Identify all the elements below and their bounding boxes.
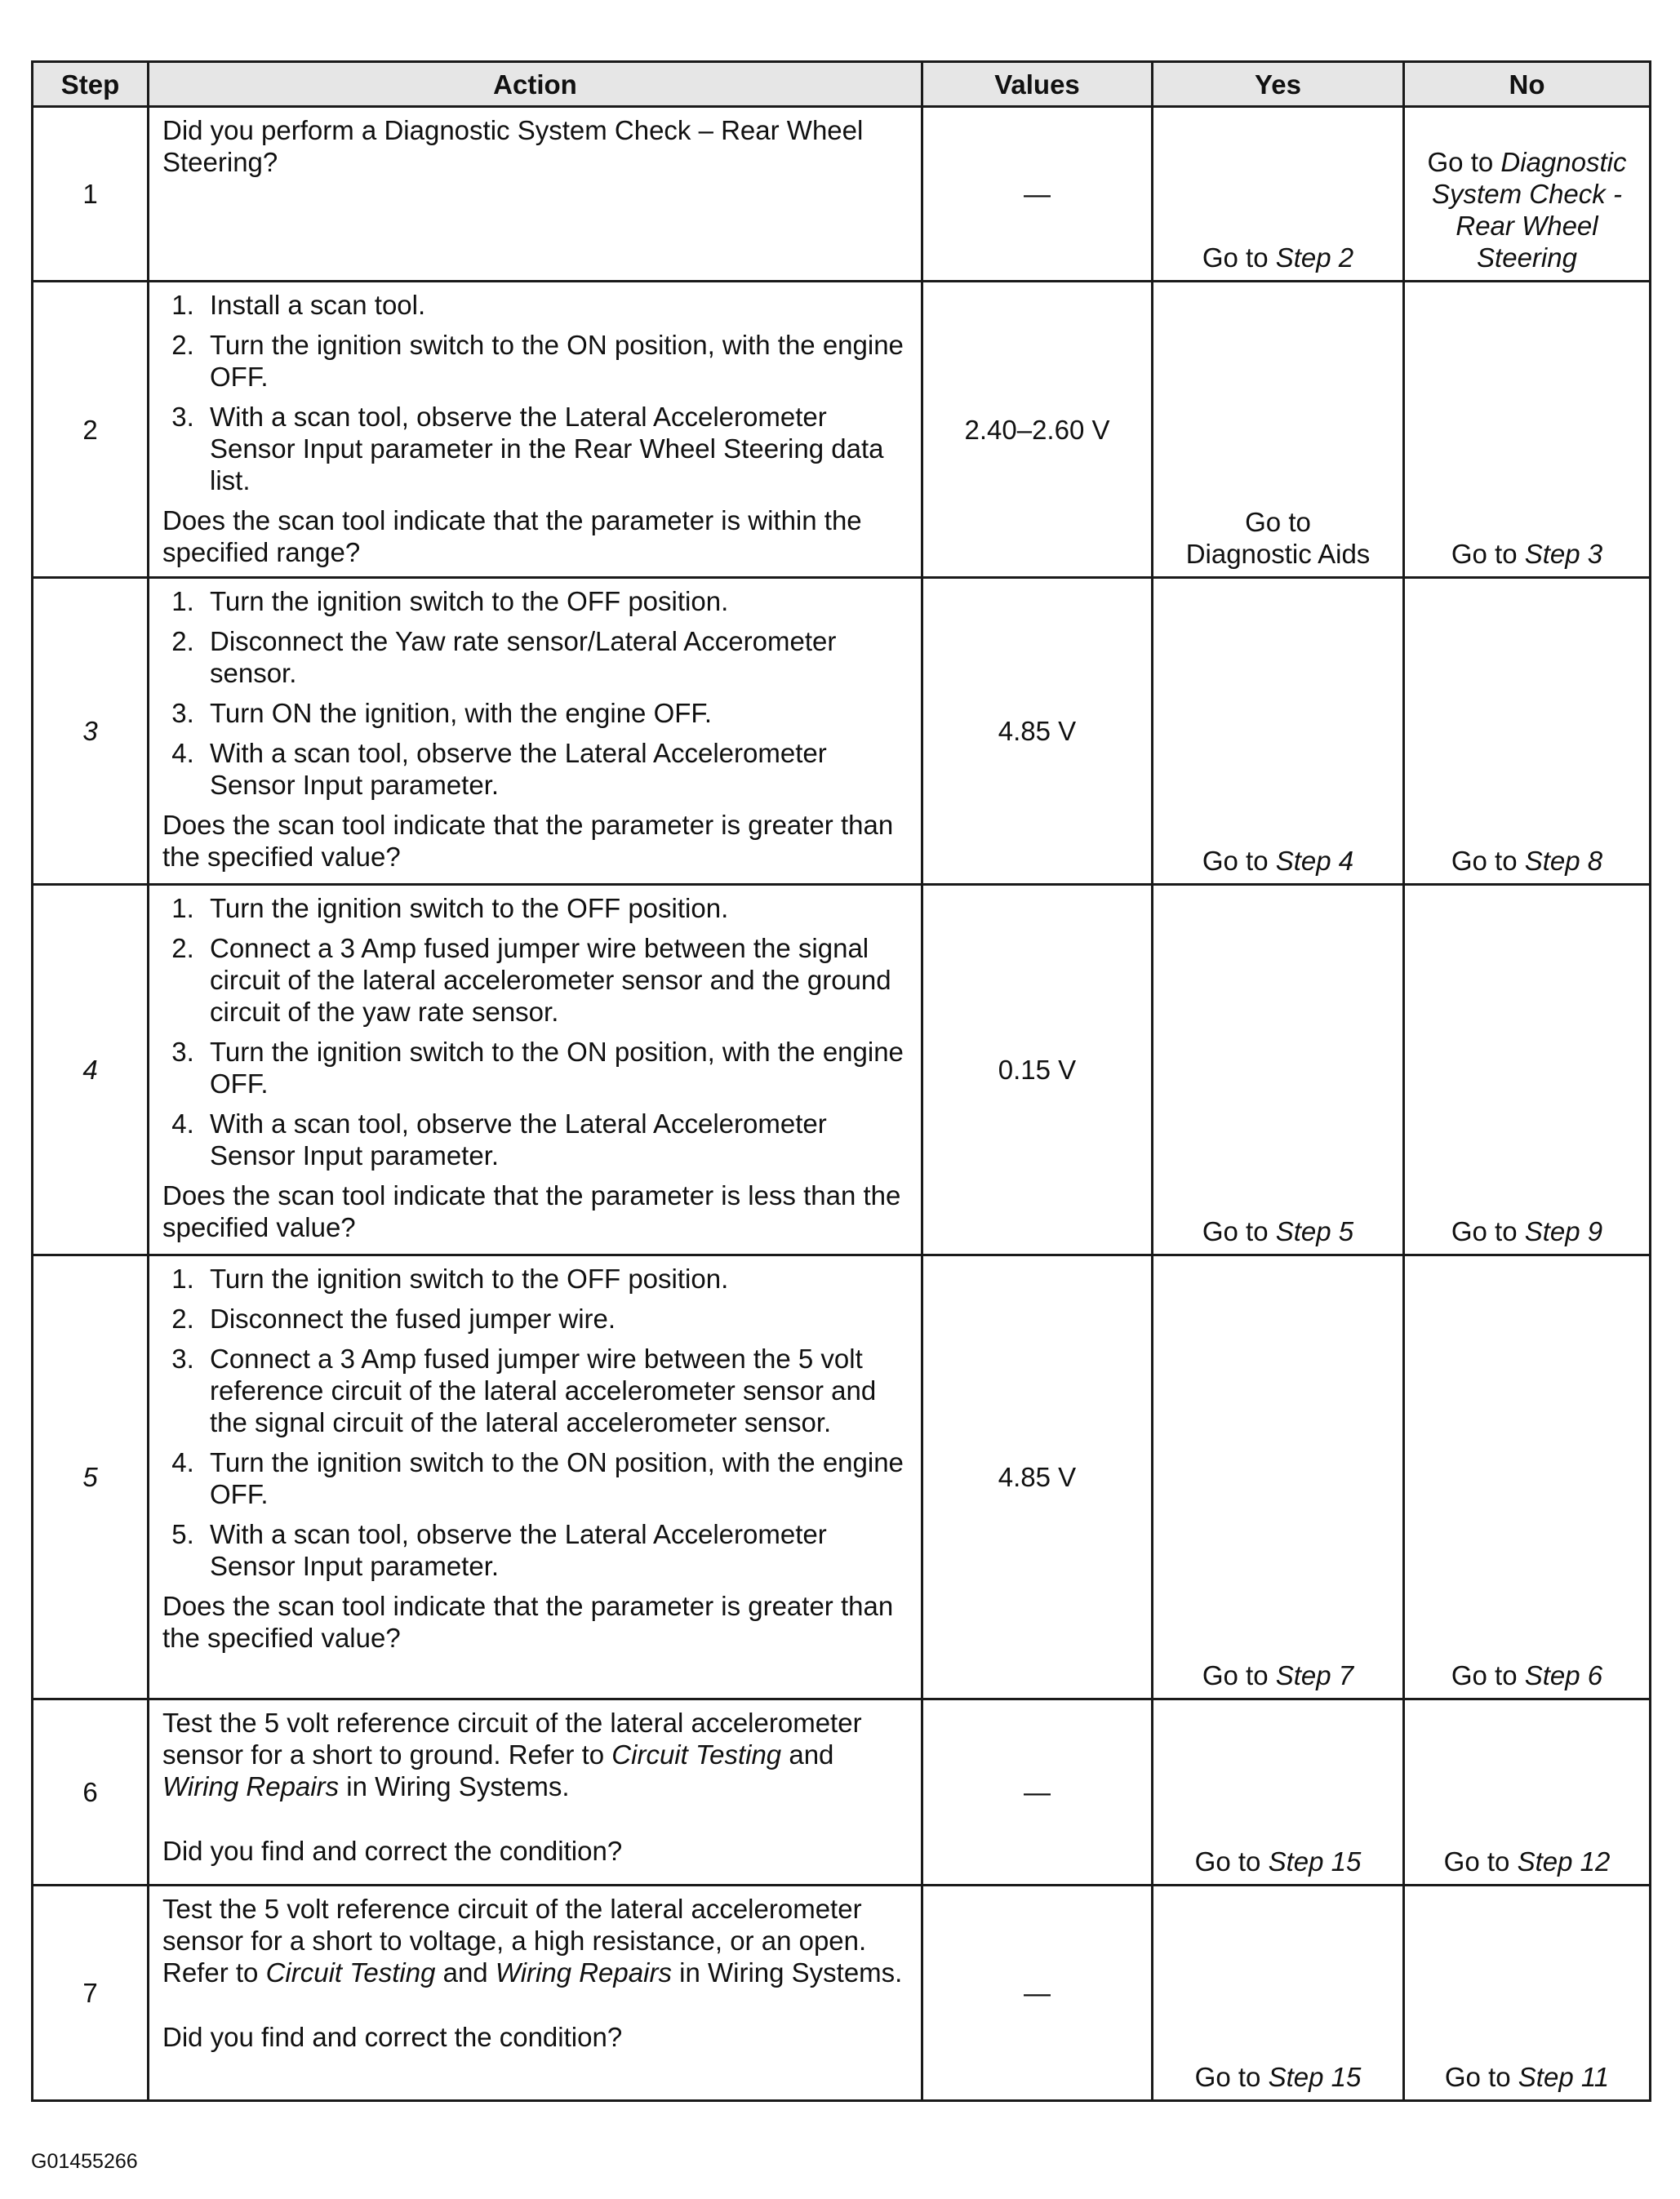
action-step: 2. Disconnect the fused jumper wire. (202, 1303, 909, 1335)
action-steps-list (162, 892, 909, 1171)
yes-step-link[interactable]: Step 15 (1268, 2062, 1362, 2092)
action-question: Does the scan tool indicate that the parameter is greater than the specified value? (162, 810, 894, 872)
value-cell: 0.15 V (922, 885, 1153, 1255)
action-step: 1. Turn the ignition switch to the OFF position. (202, 585, 909, 617)
action-step: 2. Disconnect the Yaw rate sensor/Lateral Accerometer sensor. (202, 625, 909, 689)
header-step: Step (33, 62, 149, 107)
no-prefix: Go to (1451, 1216, 1525, 1246)
value-cell: 4.85 V (922, 578, 1153, 885)
header-action: Action (149, 62, 922, 107)
no-prefix: Go to (1444, 2062, 1518, 2092)
no-step-link[interactable]: Step 6 (1524, 1660, 1603, 1690)
yes-cell (1153, 1255, 1404, 1699)
step-number: 4 (33, 885, 149, 1255)
no-step-link[interactable]: Step 12 (1517, 1846, 1611, 1877)
table-row (33, 1255, 1651, 1699)
no-prefix: Go to (1451, 846, 1525, 876)
action-steps-list (162, 1263, 909, 1582)
action-cell (149, 1886, 922, 2101)
yes-prefix: Go to (1194, 2062, 1269, 2092)
value-cell: — (922, 107, 1153, 282)
no-cell (1404, 107, 1651, 282)
action-step: 5. With a scan tool, observe the Lateral Accelerometer Sensor Input parameter. (202, 1518, 909, 1582)
action-text (162, 1893, 909, 1988)
action-question: Did you find and correct the condition? (162, 1836, 623, 1866)
action-cell (149, 885, 922, 1255)
action-step: 4. Turn the ignition switch to the ON position, with the engine OFF. (202, 1446, 909, 1510)
wiring-repairs-ref[interactable]: Wiring Repairs (162, 1771, 340, 1801)
no-prefix: Go to (1451, 1660, 1525, 1690)
no-prefix: Go to (1451, 539, 1525, 569)
table-row (33, 107, 1651, 282)
value-cell: — (922, 1699, 1153, 1886)
figure-id: G01455266 (31, 2150, 138, 2173)
no-prefix: Go to (1427, 147, 1501, 177)
table-row (33, 282, 1651, 578)
table-row (33, 885, 1651, 1255)
yes-cell (1153, 885, 1404, 1255)
circuit-testing-ref[interactable]: Circuit Testing (265, 1957, 436, 1988)
action-step: 3. Turn the ignition switch to the ON position, with the engine OFF. (202, 1036, 909, 1100)
action-step: 4. With a scan tool, observe the Lateral Accelerometer Sensor Input parameter. (202, 737, 909, 801)
step-number: 3 (33, 578, 149, 885)
action-step: 1. Turn the ignition switch to the OFF position. (202, 892, 909, 924)
action-text-part: Test the 5 volt reference circuit of the lateral accelerometer sensor for a short to ground. Refer to (162, 1708, 862, 1770)
no-cell (1404, 1699, 1651, 1886)
action-question: Did you find and correct the condition? (162, 2022, 623, 2052)
yes-step-link[interactable]: Step 2 (1275, 242, 1354, 273)
diagnostic-table (31, 60, 1651, 2102)
yes-prefix: Go to (1202, 846, 1276, 876)
step-number: 1 (33, 107, 149, 282)
action-text-part: Test the 5 volt reference circuit of the lateral accelerometer sensor for a short to voltage, a high resistance, or an open. Refer to (162, 1894, 867, 1988)
value-cell: 4.85 V (922, 1255, 1153, 1699)
table-row (33, 1886, 1651, 2101)
no-cell (1404, 282, 1651, 578)
step-number: 6 (33, 1699, 149, 1886)
action-text (162, 1707, 909, 1802)
no-step-link[interactable]: Diagnostic System Check - Rear Wheel Steering (1432, 147, 1627, 273)
no-cell (1404, 885, 1651, 1255)
action-cell (149, 578, 922, 885)
yes-step-link[interactable]: Step 15 (1268, 1846, 1362, 1877)
step-number: 2 (33, 282, 149, 578)
action-step: 3. With a scan tool, observe the Lateral Accelerometer Sensor Input parameter in the Rear Wheel Steering data list. (202, 401, 909, 496)
action-text-part: in Wiring Systems. (339, 1771, 570, 1801)
action-cell (149, 1255, 922, 1699)
no-step-link[interactable]: Step 3 (1524, 539, 1603, 569)
yes-cell (1153, 1699, 1404, 1886)
yes-line1: Go to (1245, 507, 1311, 537)
action-step: 3. Connect a 3 Amp fused jumper wire between the 5 volt reference circuit of the lateral accelerometer sensor and the signal circuit of the lateral accelerometer sensor. (202, 1343, 909, 1438)
action-step: 1. Turn the ignition switch to the OFF position. (202, 1263, 909, 1295)
value-cell: — (922, 1886, 1153, 2101)
action-question: Does the scan tool indicate that the parameter is within the specified range? (162, 505, 862, 567)
action-step: 2. Connect a 3 Amp fused jumper wire between the signal circuit of the lateral accelerometer sensor and the ground circuit of the yaw rate sensor. (202, 932, 909, 1028)
yes-cell (1153, 107, 1404, 282)
action-text: Did you perform a Diagnostic System Check – Rear Wheel Steering? (162, 115, 864, 177)
action-step: 2. Turn the ignition switch to the ON position, with the engine OFF. (202, 329, 909, 393)
no-step-link[interactable]: Step 9 (1524, 1216, 1603, 1246)
action-cell (149, 282, 922, 578)
action-cell (149, 107, 922, 282)
yes-prefix: Go to (1202, 242, 1276, 273)
value-cell: 2.40–2.60 V (922, 282, 1153, 578)
no-cell (1404, 1886, 1651, 2101)
yes-diagnostic-aids-link[interactable]: Diagnostic Aids (1185, 539, 1371, 569)
wiring-repairs-ref[interactable]: Wiring Repairs (495, 1957, 672, 1988)
yes-cell (1153, 578, 1404, 885)
header-no: No (1404, 62, 1651, 107)
step-number: 5 (33, 1255, 149, 1699)
action-step: 4. With a scan tool, observe the Lateral Accelerometer Sensor Input parameter. (202, 1108, 909, 1171)
table-row (33, 578, 1651, 885)
action-step: 1. Install a scan tool. (202, 289, 909, 321)
no-cell (1404, 578, 1651, 885)
yes-step-link[interactable]: Step 7 (1275, 1660, 1354, 1690)
yes-prefix: Go to (1202, 1216, 1276, 1246)
action-steps-list (162, 585, 909, 801)
step-number: 7 (33, 1886, 149, 2101)
action-text-part: and (781, 1739, 834, 1770)
no-prefix: Go to (1443, 1846, 1518, 1877)
table-row (33, 1699, 1651, 1886)
action-step: 3. Turn ON the ignition, with the engine OFF. (202, 697, 909, 729)
no-step-link[interactable]: Step 11 (1518, 2062, 1610, 2092)
yes-cell (1153, 1886, 1404, 2101)
yes-step-link[interactable]: Step 5 (1275, 1216, 1354, 1246)
yes-prefix: Go to (1202, 1660, 1276, 1690)
action-text-part: and (435, 1957, 496, 1988)
action-steps-list (162, 289, 909, 496)
action-question: Does the scan tool indicate that the parameter is greater than the specified value? (162, 1591, 894, 1653)
yes-cell (1153, 282, 1404, 578)
header-row (33, 62, 1651, 107)
no-cell (1404, 1255, 1651, 1699)
circuit-testing-ref[interactable]: Circuit Testing (611, 1739, 782, 1770)
header-yes: Yes (1153, 62, 1404, 107)
action-question: Does the scan tool indicate that the parameter is less than the specified value? (162, 1180, 901, 1242)
yes-step-link[interactable]: Step 4 (1275, 846, 1354, 876)
no-step-link[interactable]: Step 8 (1524, 846, 1603, 876)
action-cell (149, 1699, 922, 1886)
header-values: Values (922, 62, 1153, 107)
yes-prefix: Go to (1194, 1846, 1269, 1877)
action-text-part: in Wiring Systems. (671, 1957, 903, 1988)
